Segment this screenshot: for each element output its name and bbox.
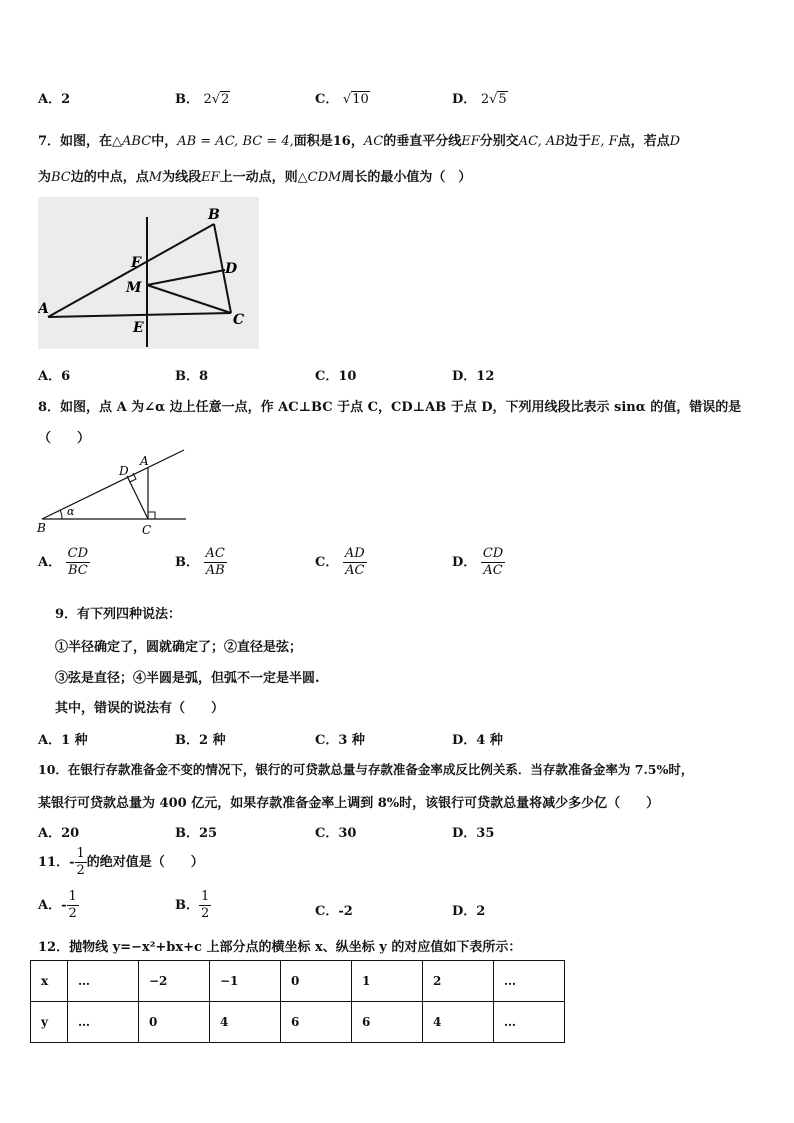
q9-stem-line3: ③弦是直径；④半圆是弧，但弧不一定是半圆. (55, 671, 320, 686)
table-cell: 0 (281, 961, 352, 1002)
q10-stem-line1: 10．在银行存款准备金不变的情况下，银行的可贷款总量与存款准备金率成反比例关系．当存款准备金率为 7.5%时， (38, 762, 694, 777)
q7-option-b: B．8 (175, 369, 209, 384)
q11-option-c: C．-2 (315, 904, 353, 919)
q9-stem-line1: 9．有下列四种说法： (55, 607, 182, 622)
q8-label-a: A (140, 454, 149, 468)
q11-option-d: D．2 (452, 904, 486, 919)
q12-value-table (30, 960, 565, 1043)
table-cell: 6 (281, 1002, 352, 1043)
table-row (31, 961, 565, 1002)
q11-stem: 11．- $\frac{1}{2}$ 的绝对值是（ ） (38, 846, 204, 878)
table-row (31, 1002, 565, 1043)
q7-label-a: A (38, 301, 49, 317)
q8-label-alpha: α (67, 505, 75, 518)
q10-option-a: A．20 (38, 826, 80, 841)
q8-stem-line1: 8．如图，点 A 为∠α 边上任意一点，作 AC⊥BC 于点 C，CD⊥AB 于点 D，下列用线段比表示 sinα 的值，错误的是 (38, 400, 742, 415)
q7-label-f: F (131, 255, 141, 271)
q9-option-d: D．4 种 (452, 733, 503, 748)
q6-option-c: C． √10 (315, 92, 369, 107)
q7-label-b: B (208, 207, 220, 223)
q7-stem-line1: 7．如图，在△ABC中，AB = AC, BC = 4,面积是16，AC的垂直平分线EF分别交AC, AB边于E, F点，若点D (38, 134, 681, 149)
q7-option-d: D．12 (452, 369, 495, 384)
q9-stem-line2: ①半径确定了，圆就确定了；②直径是弦； (55, 640, 303, 655)
q8-figure (36, 448, 188, 536)
q7-label-m: M (126, 280, 142, 296)
q6-option-b: B． 2√2 (175, 92, 230, 107)
q7-label-d: D (225, 261, 238, 277)
table-cell: … (494, 961, 565, 1002)
table-cell: … (494, 1002, 565, 1043)
q9-option-b: B．2 种 (175, 733, 226, 748)
q10-option-c: C．30 (315, 826, 357, 841)
q8-segment-cd (127, 476, 148, 519)
table-cell: … (68, 1002, 139, 1043)
q11-option-a: A．- $\frac{1}{2}$ (38, 889, 77, 921)
q7-option-a: A．6 (38, 369, 71, 384)
table-cell: 0 (139, 1002, 210, 1043)
q8-right-angle-c (148, 512, 155, 519)
q10-option-b: B．25 (175, 826, 218, 841)
table-cell: y (31, 1002, 68, 1043)
q10-option-d: D．35 (452, 826, 495, 841)
q7-label-c: C (233, 312, 245, 328)
q7-label-e: E (133, 320, 144, 336)
table-cell: 4 (210, 1002, 281, 1043)
q8-ray-ba (42, 450, 184, 519)
q8-angle-arc (60, 510, 62, 519)
table-cell: −2 (139, 961, 210, 1002)
q9-option-c: C．3 种 (315, 733, 365, 748)
q8-option-c: C． $\frac{AD}{AC}$ (315, 546, 365, 578)
q7-figure (38, 197, 259, 349)
q10-stem-line2: 某银行可贷款总量为 400 亿元，如果存款准备金率上调到 8%时，该银行可贷款总量将减少多少亿（ ） (38, 796, 660, 811)
q8-label-d: D (119, 464, 129, 478)
q7-stem-line2: 为BC边的中点，点M为线段EF上一动点，则△CDM周长的最小值为（ ） (38, 170, 472, 185)
table-cell: x (31, 961, 68, 1002)
table-cell: … (68, 961, 139, 1002)
q7-option-c: C．10 (315, 369, 357, 384)
table-cell: 4 (423, 1002, 494, 1043)
q8-option-a: A． $\frac{CD}{BC}$ (38, 546, 88, 578)
q8-stem-line2: （ ） (38, 431, 91, 446)
table-cell: 2 (423, 961, 494, 1002)
table-cell: 1 (352, 961, 423, 1002)
q8-label-b: B (37, 521, 46, 535)
q12-stem: 12．抛物线 y=−x²+bx+c 上部分点的横坐标 x、纵坐标 y 的对应值如下表所示： (38, 940, 522, 955)
table-cell: 6 (352, 1002, 423, 1043)
q9-stem-line4: 其中，错误的说法有（ ） (55, 701, 225, 716)
q8-option-b: B． $\frac{AC}{AB}$ (175, 546, 225, 578)
q8-option-d: D． $\frac{CD}{AC}$ (452, 546, 504, 578)
q8-label-c: C (142, 523, 152, 536)
q9-option-a: A．1 种 (38, 733, 88, 748)
q11-option-b: B． $\frac{1}{2}$ (175, 889, 210, 921)
q6-option-d: D． 2√5 (452, 92, 507, 107)
table-cell: −1 (210, 961, 281, 1002)
q6-option-a: A．2 (38, 92, 71, 107)
